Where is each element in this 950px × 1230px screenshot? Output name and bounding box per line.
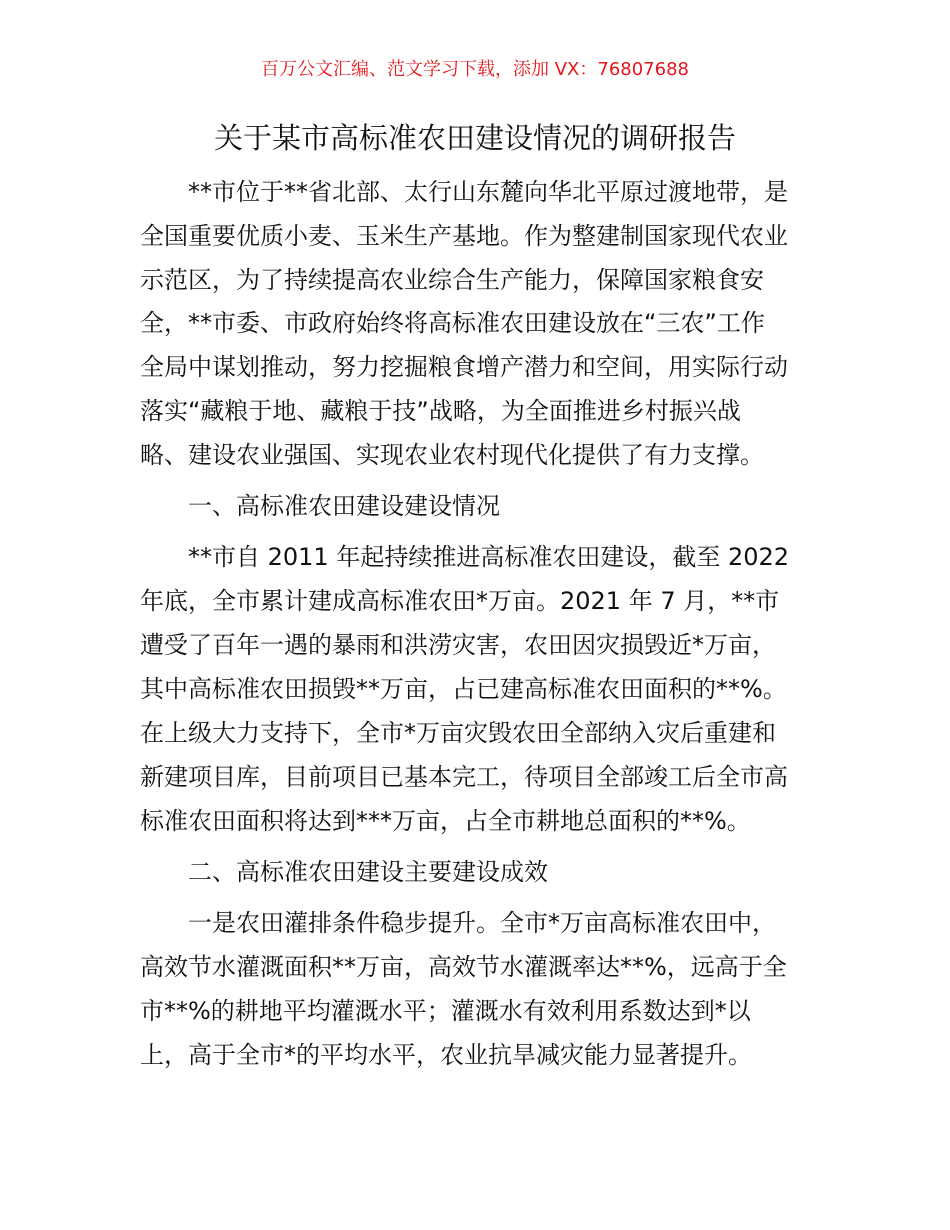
section-heading-1: 一、高标准农田建设建设情况 <box>188 492 500 520</box>
paragraph-line: 标准农田面积将达到***万亩，占全市耕地总面积的**%。 <box>140 807 751 835</box>
paragraph-line: 新建项目库，目前项目已基本完工，待项目全部竣工后全市高 <box>140 763 788 791</box>
paragraph-line: **市自 2011 年起持续推进高标准农田建设，截至 2022 <box>188 543 790 571</box>
paragraph-line: 高效节水灌溉面积**万亩，高效节水灌溉率达**%，远高于全 <box>140 953 787 981</box>
watermark-header: 百万公文汇编、范文学习下载，添加 VX：76807688 <box>261 59 689 80</box>
section-heading-2: 二、高标准农田建设主要建设成效 <box>188 858 548 886</box>
paragraph-line: 全局中谋划推动，努力挖掘粮食增产潜力和空间，用实际行动 <box>140 353 788 381</box>
paragraph-line: 一是农田灌排条件稳步提升。全市*万亩高标准农田中， <box>188 909 776 937</box>
paragraph-line: 上，高于全市*的平均水平，农业抗旱减灾能力显著提升。 <box>140 1041 752 1069</box>
paragraph-line: 其中高标准农田损毁**万亩，占已建高标准农田面积的**%。 <box>140 675 787 703</box>
paragraph-line: 在上级大力支持下，全市*万亩灾毁农田全部纳入灾后重建和 <box>140 719 776 747</box>
paragraph-line: 全，**市委、市政府始终将高标准农田建设放在“三农”工作 <box>140 309 765 337</box>
paragraph-line: 遭受了百年一遇的暴雨和洪涝灾害，农田因灾损毁近*万亩， <box>140 631 776 659</box>
paragraph-line: 年底，全市累计建成高标准农田*万亩。2021 年 7 月，**市 <box>140 587 780 615</box>
paragraph-line: 市**%的耕地平均灌溉水平；灌溉水有效利用系数达到*以 <box>140 997 751 1025</box>
paragraph-line: 略、建设农业强国、实现农业农村现代化提供了有力支撑。 <box>140 441 764 469</box>
document-title: 关于某市高标准农田建设情况的调研报告 <box>213 121 736 155</box>
paragraph-line: 全国重要优质小麦、玉米生产基地。作为整建制国家现代农业 <box>140 222 788 250</box>
paragraph-line: **市位于**省北部、太行山东麓向华北平原过渡地带，是 <box>188 178 788 206</box>
paragraph-line: 示范区，为了持续提高农业综合生产能力，保障国家粮食安 <box>140 266 764 294</box>
paragraph-line: 落实“藏粮于地、藏粮于技”战略，为全面推进乡村振兴战 <box>140 397 741 425</box>
